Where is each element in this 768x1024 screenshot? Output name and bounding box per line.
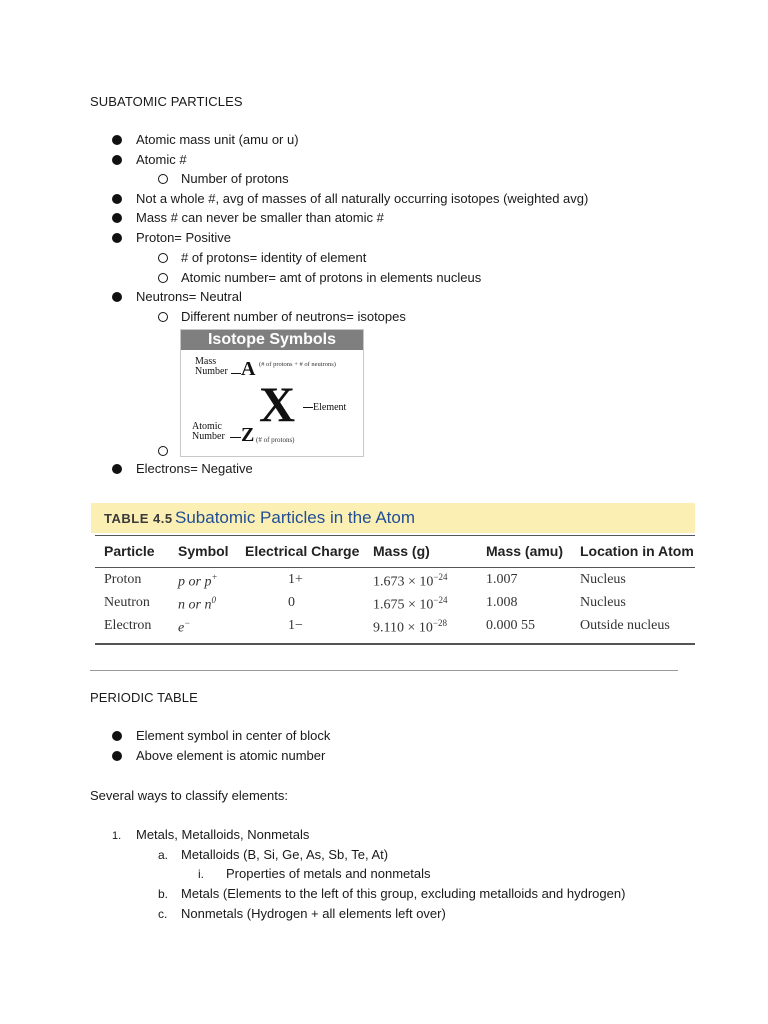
table-cell: Proton [104,572,142,587]
table-number: TABLE 4.5 [104,511,173,526]
table-rule [95,535,695,536]
bullet-circle-icon [158,174,168,184]
bullet-circle-icon [158,273,168,283]
bullet-dot-icon [112,233,122,243]
bullet-dot-icon [112,731,122,741]
table-cell: $1.675 \times 10^{-24}$ [373,595,448,613]
bullet-circle-icon [158,312,168,322]
figure-title: Isotope Symbols [181,330,363,350]
table-header: Electrical Charge [245,543,360,559]
table-header: Mass (amu) [486,543,564,559]
element-label: Element [313,402,347,413]
table-cell: e− [178,618,191,636]
atomic-number-symbol: Z [241,424,255,446]
table-header: Mass (g) [373,543,430,559]
table-rule [95,643,695,645]
table-title: Subatomic Particles in the Atom [175,508,416,527]
bullet-dot-icon [112,751,122,761]
table-cell: Nucleus [580,572,626,587]
bullet-dot-icon [112,213,122,223]
table-cell: 1.008 [486,595,518,610]
bullet-dot-icon [112,155,122,165]
table-cell: n or $n^0$ [178,595,216,613]
table-cell: 1+ [288,572,303,587]
element-symbol: X [259,376,296,432]
periodic-heading: PERIODIC TABLE [90,690,198,705]
table-cell: $1.673 \times 10^{-24}$ [373,572,448,590]
mass-number-note: (# of protons + # of neutrons) [259,361,336,368]
mass-number-symbol: A [241,358,256,380]
table-cell: Outside nucleus [580,618,670,633]
table-cell: p or p+ [178,572,218,590]
table-cell: 1.007 [486,572,518,587]
table-cell: 0.000 55 [486,618,535,633]
table-cell: Electron [104,618,152,633]
table-cell: 0 [288,595,295,610]
atomic-number-note: (# of protons) [256,436,295,444]
table-cell: $9.110 \times 10^{-28}$ [373,618,447,636]
atomic-number-label: Atomic Number [192,421,225,442]
arrow-line [231,373,241,374]
bullet-dot-icon [112,292,122,302]
table-cell: Neutron [104,595,150,610]
bullet-circle-icon [158,446,168,456]
table-header: Symbol [178,543,229,559]
subatomic-heading: SUBATOMIC PARTICLES [90,94,243,109]
bullet-circle-icon [158,253,168,263]
bullet-dot-icon [112,464,122,474]
table-cell: Nucleus [580,595,626,610]
bullet-dot-icon [112,135,122,145]
table-header: Particle [104,543,155,559]
section-divider [90,670,678,671]
table-header: Location in Atom [580,543,694,559]
table-cell: 1− [288,618,303,633]
table-rule [95,567,695,568]
arrow-line [303,407,313,408]
arrow-line [230,437,241,438]
subatomic-particles-table [91,503,695,649]
classify-intro: Several ways to classify elements: [90,788,288,803]
table-caption-bar [91,503,695,533]
mass-number-label: Mass Number [195,356,228,377]
isotope-symbols-figure [180,329,364,457]
bullet-dot-icon [112,194,122,204]
